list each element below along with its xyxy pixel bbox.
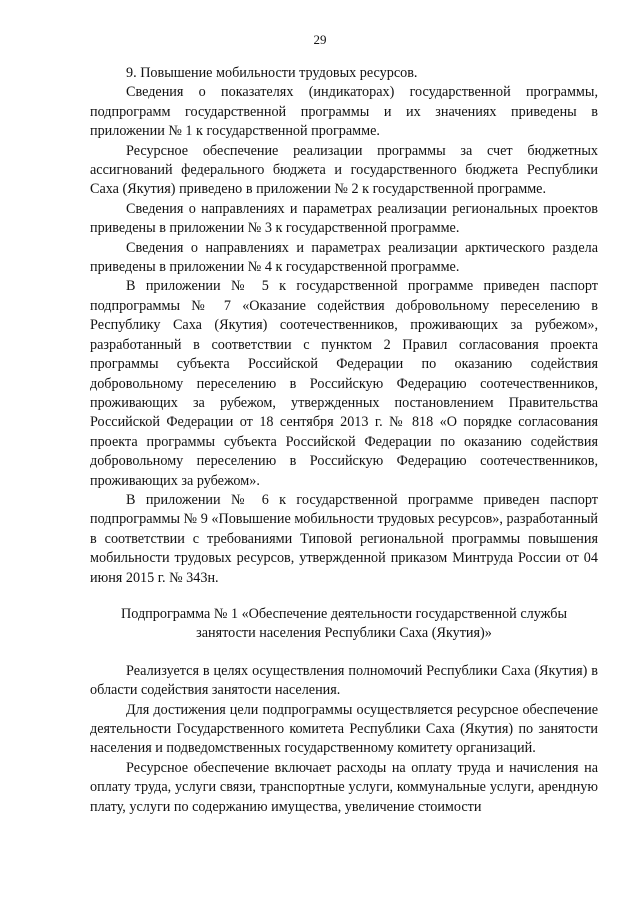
paragraph-resource-provision: Ресурсное обеспечение реализации программы за счет бюджетных ассигнований федерального бюджета и государственного бюджета Республики Саха (Якутия) приведено в приложении № 2 к государственной программе.: [90, 142, 598, 198]
document-body: [90, 64, 598, 817]
paragraph-goal: Для достижения цели подпрограммы осуществляется ресурсное обеспечение деятельности Государственного комитета Республики Саха (Якутия) по занятости населения и подведомственных государственному комитету организаций.: [90, 701, 598, 757]
paragraph-item-9: 9. Повышение мобильности трудовых ресурсов.: [126, 65, 418, 81]
paragraph-expenses: Ресурсное обеспечение включает расходы на оплату труда и начисления на оплату труда, услуги связи, транспортные услуги, коммунальные услуги, арендную плату, услуги по содержанию имущества, увеличение стоимости: [90, 759, 598, 815]
section-heading: Подпрограмма № 1 «Обеспечение деятельности государственной службы занятости населения Республики Саха (Якутия)»: [121, 605, 567, 642]
paragraph-appendix-6: В приложении № 6 к государственной программе приведен паспорт подпрограммы № 9 «Повышение мобильности трудовых ресурсов», разработанный в соответствии с требованиями Типовой региональной программы повышения мобильности трудовых ресурсов, утвержденной приказом Минтруда России от 04 июня 2015 г. № 343н.: [90, 491, 598, 586]
paragraph-appendix-5: В приложении № 5 к государственной программе приведен паспорт подпрограммы № 7 «Оказание содействия добровольному переселению в Республику Саха (Якутия) соотечественников, проживающих за рубежом», разработанный в соответствии с пунктом 2 Правил согласования проекта программы субъекта Российской Федерации по оказанию содействия добровольному переселению в Российскую Федерацию соотечественников, проживающих за рубежом, утвержденных постановлением Правительства Российской Федерации от 18 сентября 2013 г. № 818 «О порядке согласования проекта программы субъекта Российской Федерации по оказанию содействия добровольному переселению в Российскую Федерацию соотечественников, проживающих за рубежом».: [90, 278, 598, 489]
paragraph-purpose: Реализуется в целях осуществления полномочий Республики Саха (Якутия) в области содействия занятости населения.: [90, 662, 598, 699]
paragraph-arctic-section: Сведения о направлениях и параметрах реализации арктического раздела приведены в приложении № 4 к государственной программе.: [90, 239, 598, 276]
paragraph-indicators: Сведения о показателях (индикаторах) государственной программы, подпрограмм государственной программы и их значениях приведены в приложении № 1 к государственной программе.: [90, 84, 598, 140]
paragraph-regional-projects: Сведения о направлениях и параметрах реализации региональных проектов приведены в приложении № 3 к государственной программе.: [90, 200, 598, 237]
page-number: 29: [313, 32, 327, 47]
